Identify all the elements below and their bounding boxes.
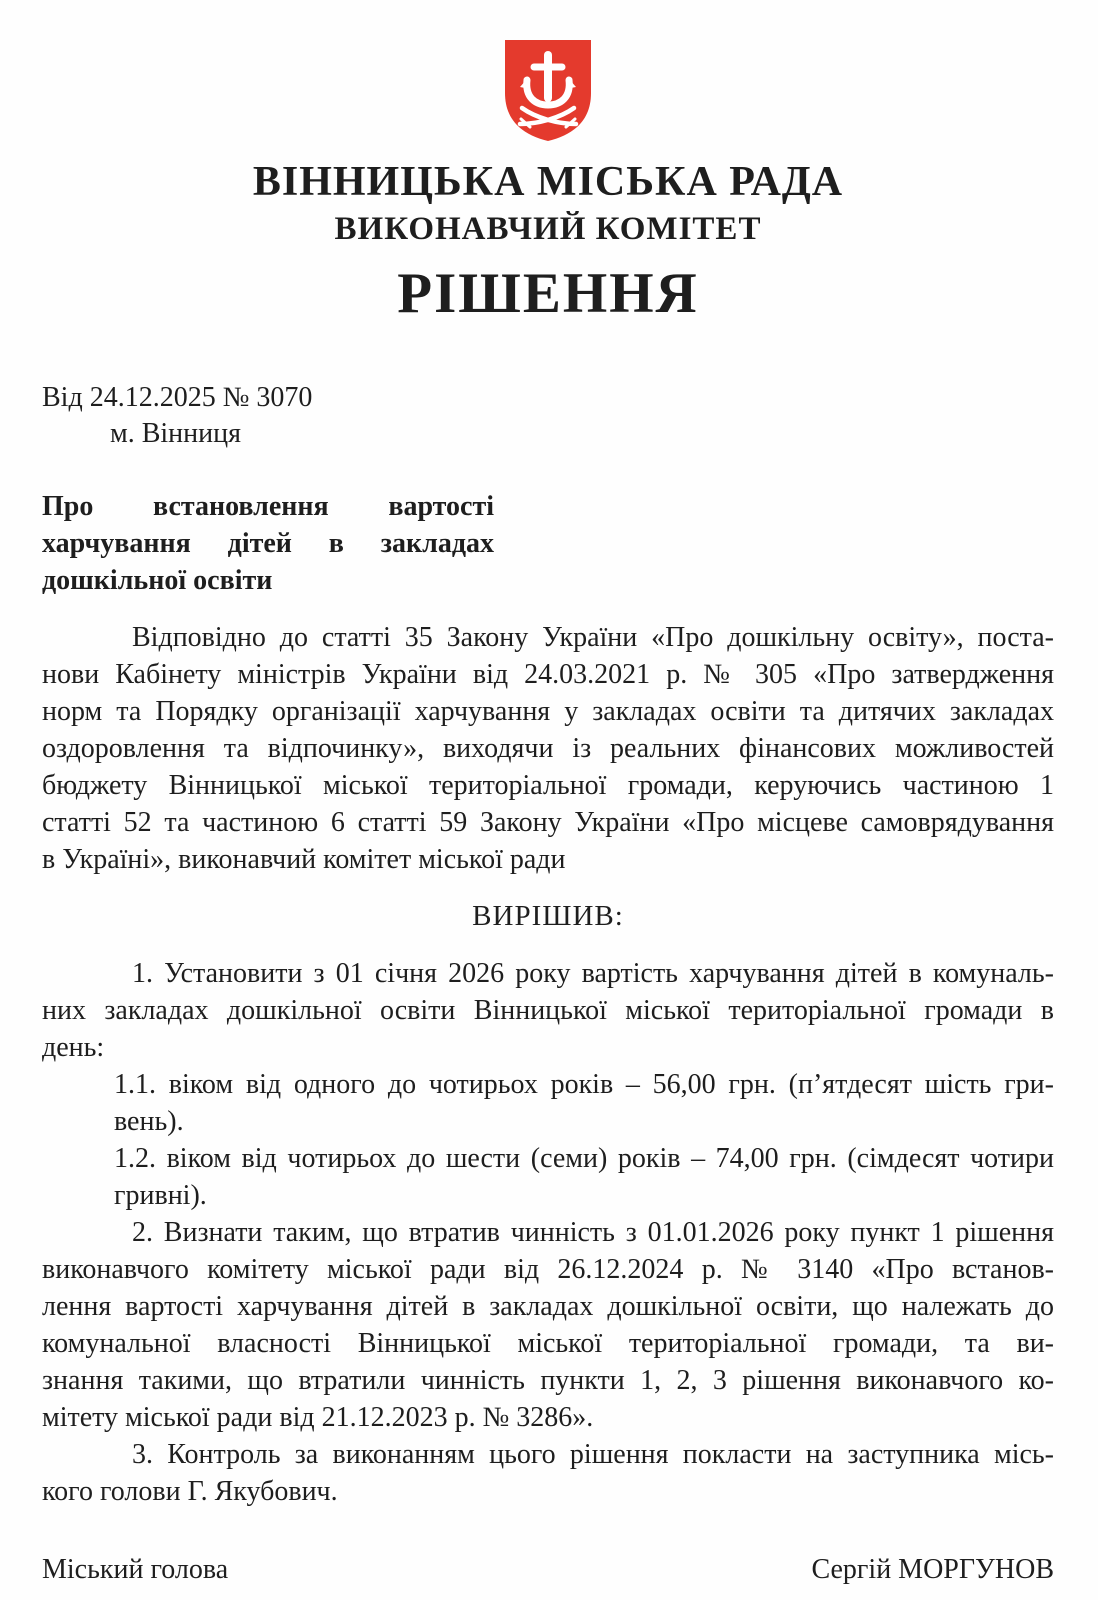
paragraph-line: нови Кабінету міністрів України від 24.03.2021 р. № 305 «Про затвердження [42, 659, 1054, 690]
intro-paragraph [42, 619, 1054, 878]
decision-body [42, 619, 1054, 1510]
paragraph-line: в Україні», виконавчий комітет міської ради [42, 844, 566, 875]
subject-line: дошкільної освіти [42, 565, 273, 596]
paragraph-line: виконавчого комітету міської ради від 26.12.2024 р. № 3140 «Про встанов- [42, 1254, 1054, 1285]
signature-title: Міський голова [42, 1554, 229, 1585]
paragraph-line: 2. Визнати таким, що втратив чинність з 01.01.2026 року пункт 1 рішення [132, 1217, 1054, 1248]
paragraph-line: мітету міської ради від 21.12.2023 р. № 3286». [42, 1402, 594, 1433]
item-1-paragraph [42, 955, 1054, 1066]
city-line: м. Вінниця [110, 418, 241, 449]
paragraph-line: лення вартості харчування дітей в закладах дошкільної освіти, що належать до [42, 1291, 1054, 1322]
paragraph-line: бюджету Вінницької міської територіальної громади, керуючись частиною 1 [42, 770, 1054, 801]
paragraph-line: гривні). [114, 1180, 207, 1211]
council-name-heading: ВІННИЦЬКА МІСЬКА РАДА [252, 159, 844, 205]
paragraph-line: день: [42, 1032, 105, 1063]
committee-heading: ВИКОНАВЧИЙ КОМІТЕТ [334, 211, 762, 247]
paragraph-line: 3. Контроль за виконанням цього рішення покласти на заступника місь- [132, 1439, 1054, 1470]
vinnytsia-coat-of-arms-icon [498, 36, 598, 144]
item-3-paragraph [42, 1436, 1054, 1510]
signature-name: Сергій МОРГУНОВ [811, 1554, 1054, 1585]
doc-meta-block [42, 380, 1054, 452]
paragraph-line: 1.2. віком від чотирьох до шести (семи) років – 74,00 грн. (сімдесят чотири [114, 1143, 1054, 1174]
subject-block [42, 488, 494, 599]
paragraph-line: 1. Установити з 01 січня 2026 року вартість харчування дітей в комуналь- [132, 958, 1054, 989]
paragraph-line: оздоровлення та відпочинку», виходячи із реальних фінансових можливостей [42, 733, 1054, 764]
resolved-heading: ВИРІШИВ: [472, 900, 624, 932]
paragraph-line: норм та Порядку організації харчування у закладах освіти та дитячих закладах [42, 696, 1054, 727]
paragraph-line: статті 52 та частиною 6 статті 59 Закону України «Про місцеве самоврядування [42, 807, 1054, 838]
date-number-line: Від 24.12.2025 № 3070 [42, 382, 313, 413]
doc-type-heading: РІШЕННЯ [397, 262, 699, 325]
paragraph-line: 1.1. віком від одного до чотирьох років – 56,00 грн. (п’ятдесят шість гри- [114, 1069, 1054, 1100]
paragraph-line: кого голови Г. Якубович. [42, 1476, 338, 1507]
paragraph-line: вень). [114, 1106, 184, 1137]
paragraph-line: знання такими, що втратили чинність пункти 1, 2, 3 рішення виконавчого ко- [42, 1365, 1054, 1396]
item-1-1-paragraph [114, 1066, 1054, 1140]
signature-row [42, 1552, 1054, 1588]
subject-line: харчування дітей в закладах [42, 528, 494, 559]
subject-line: Про встановлення вартості [42, 491, 494, 522]
item-1-2-paragraph [114, 1140, 1054, 1214]
paragraph-line: комунальної власності Вінницької міської територіальної громади, та ви- [42, 1328, 1054, 1359]
paragraph-line: Відповідно до статті 35 Закону України «Про дошкільну освіту», поста- [132, 622, 1054, 653]
paragraph-line: них закладах дошкільної освіти Вінницької міської територіальної громади в [42, 995, 1054, 1026]
item-2-paragraph [42, 1214, 1054, 1436]
